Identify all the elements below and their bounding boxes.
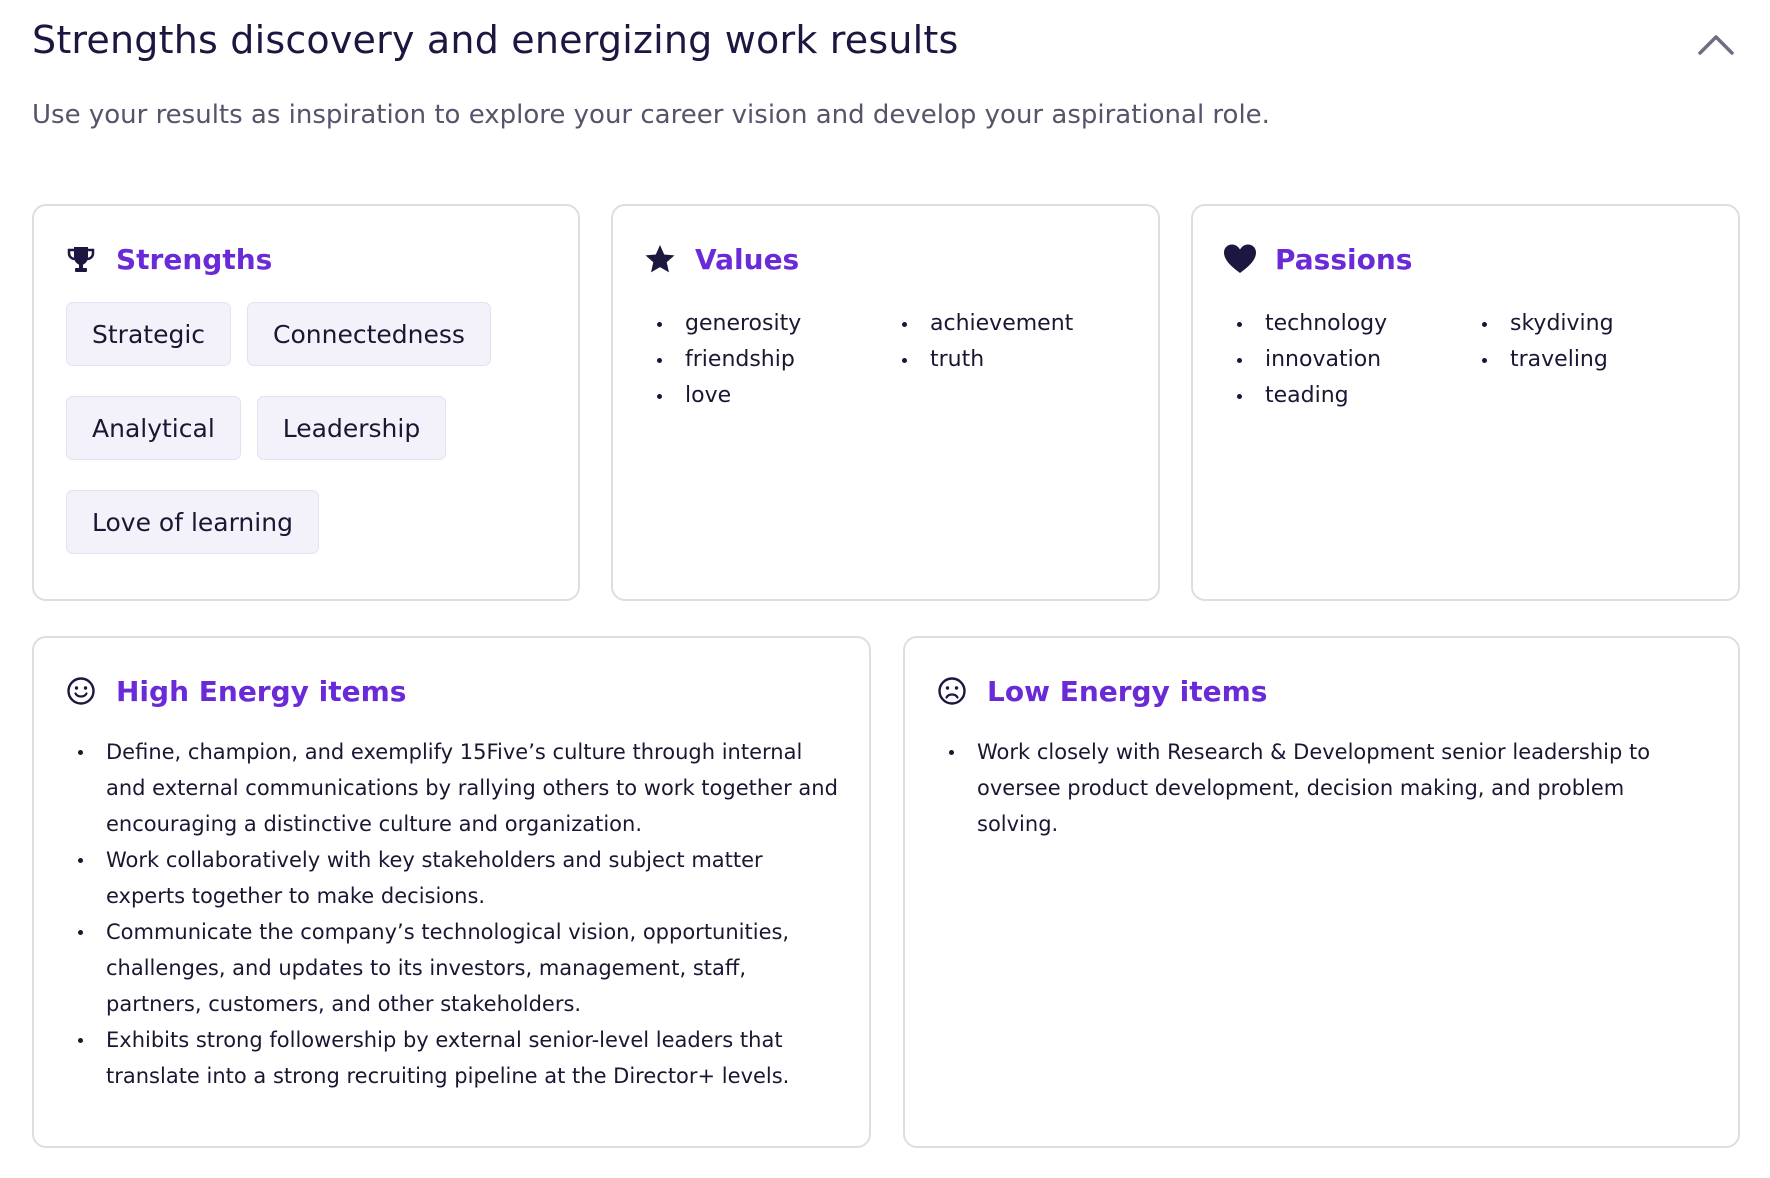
high-energy-card <box>32 636 871 1148</box>
low-energy-card-header <box>935 674 1267 708</box>
strength-chip: Analytical <box>66 396 241 460</box>
high-energy-list <box>78 734 838 1094</box>
high-energy-item: Define, champion, and exemplify 15Five’s culture through internal and external communications by rallying others to work together and encouraging a distinctive culture and organization. <box>78 734 838 842</box>
collapse-button[interactable] <box>1690 22 1742 66</box>
star-icon <box>643 242 677 276</box>
values-list <box>657 306 1147 414</box>
passion-item: innovation <box>1237 342 1482 378</box>
strength-chip: Strategic <box>66 302 231 366</box>
passions-column <box>1237 306 1482 414</box>
heart-icon <box>1223 242 1257 276</box>
strengths-title: Strengths <box>116 242 273 276</box>
passion-item: technology <box>1237 306 1482 342</box>
passions-card-header <box>1223 242 1412 276</box>
value-item: achievement <box>902 306 1147 342</box>
high-energy-card-header <box>64 674 406 708</box>
value-item: love <box>657 378 902 414</box>
passion-item: skydiving <box>1482 306 1727 342</box>
section-subtitle: Use your results as inspiration to explore your career vision and develop your aspirational role. <box>32 100 1270 130</box>
strength-chip: Love of learning <box>66 490 319 554</box>
value-item: friendship <box>657 342 902 378</box>
values-title: Values <box>695 242 800 276</box>
strength-chip: Connectedness <box>247 302 491 366</box>
high-energy-item: Exhibits strong followership by external senior-level leaders that translate into a strong recruiting pipeline at the Director+ levels. <box>78 1022 838 1094</box>
passions-list <box>1237 306 1727 414</box>
high-energy-item: Communicate the company’s technological vision, opportunities, challenges, and updates to its investors, management, staff, partners, customers, and other stakeholders. <box>78 914 838 1022</box>
passion-item: traveling <box>1482 342 1727 378</box>
high-energy-item: Work collaboratively with key stakeholders and subject matter experts together to make decisions. <box>78 842 838 914</box>
value-item: truth <box>902 342 1147 378</box>
strengths-card <box>32 204 580 601</box>
section-header <box>32 14 1742 70</box>
strengths-card-header <box>64 242 272 276</box>
high-energy-title: High Energy items <box>116 674 407 708</box>
low-energy-item: Work closely with Research & Development senior leadership to oversee product development, decision making, and problem solving. <box>949 734 1709 842</box>
low-energy-list <box>949 734 1709 842</box>
sad-face-icon <box>935 674 969 708</box>
passion-item: teading <box>1237 378 1482 414</box>
trophy-icon <box>64 242 98 276</box>
passions-title: Passions <box>1275 242 1413 276</box>
value-item: generosity <box>657 306 902 342</box>
values-column <box>657 306 902 414</box>
chevron-up-icon <box>1697 32 1735 56</box>
page-title: Strengths discovery and energizing work results <box>32 18 959 62</box>
values-column <box>902 306 1147 414</box>
strengths-chip-list <box>66 302 486 584</box>
strength-chip: Leadership <box>257 396 446 460</box>
smiley-face-icon <box>64 674 98 708</box>
passions-card <box>1191 204 1740 601</box>
low-energy-card <box>903 636 1740 1148</box>
values-card <box>611 204 1160 601</box>
passions-column <box>1482 306 1727 414</box>
values-card-header <box>643 242 799 276</box>
low-energy-title: Low Energy items <box>987 674 1268 708</box>
